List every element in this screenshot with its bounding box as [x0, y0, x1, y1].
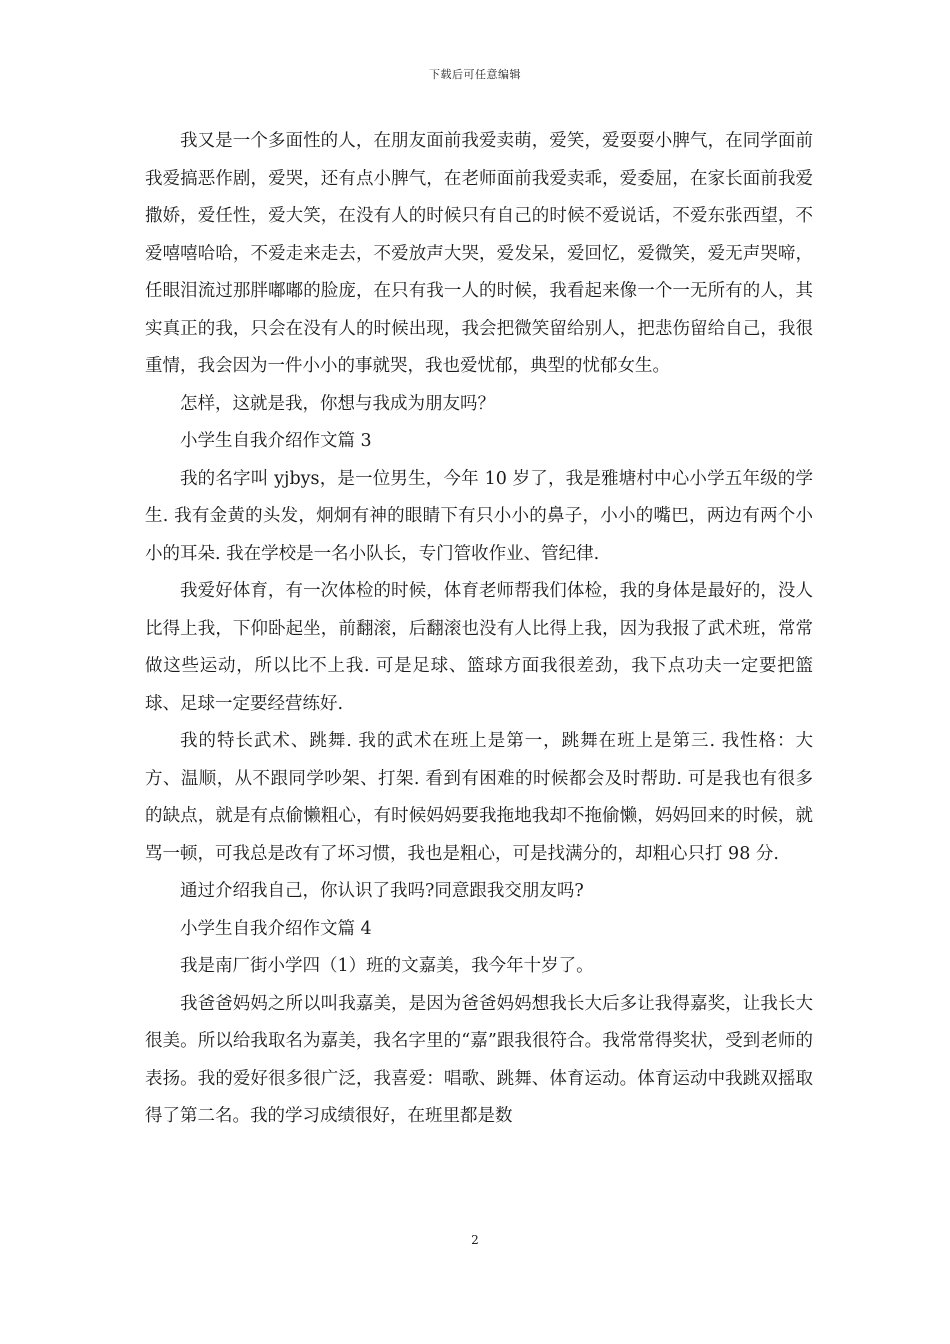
page-header: 下载后可任意编辑	[429, 68, 521, 81]
document-body	[145, 123, 813, 1136]
paragraph-name-meaning: 我爸爸妈妈之所以叫我嘉美，是因为爸爸妈妈想我长大后多让我得嘉奖，让我长大很美。所以给我取名为嘉美，我名字里的“嘉”跟我很符合。我常常得奖状，受到老师的表扬。我的爱好很多很广泛，我喜爱：唱歌、跳舞、体育运动。体育运动中我跳双摇取得了第二名。我的学习成绩很好，在班里都是数	[145, 993, 813, 1126]
paragraph-closing-question: 通过介绍我自己，你认识了我吗?同意跟我交朋友吗?	[180, 881, 584, 901]
section-title-essay-4: 小学生自我介绍作文篇 4	[180, 918, 372, 939]
paragraph-school-intro: 我是南厂街小学四（1）班的文嘉美，我今年十岁了。	[180, 956, 594, 976]
page-number: 2	[471, 1233, 479, 1247]
paragraph-friend-question: 怎样，这就是我，你想与我成为朋友吗？	[180, 393, 495, 414]
section-title-essay-3: 小学生自我介绍作文篇 3	[180, 431, 372, 451]
paragraph-name-intro: 我的名字叫 yjbys，是一位男生，今年 10 岁了，我是雅塘村中心小学五年级的学生. 我有金黄的头发，炯炯有神的眼睛下有只小小的鼻子，小小的嘴巴，两边有两个小小的耳朵. 我在学校是一名小队长，专门管收作业、管纪律.	[145, 468, 813, 564]
paragraph-multifaceted-personality: 我又是一个多面性的人，在朋友面前我爱卖萌，爱笑，爱耍耍小脾气，在同学面前我爱搞恶作剧，爱哭，还有点小脾气，在老师面前我爱卖乖，爱委屈，在家长面前我爱撒娇，爱任性，爱大笑，在没有人的时候只有自己的时候不爱说话，不爱东张西望，不爱嘻嘻哈哈，不爱走来走去，不爱放声大哭，爱发呆，爱回忆，爱微笑，爱无声哭啼，任眼泪流过那胖嘟嘟的脸庞，在只有我一人的时候，我看起来像一个一无所有的人，其实真正的我，只会在没有人的时候出现，我会把微笑留给别人，把悲伤留给自己，我很重情，我会因为一件小小的事就哭，我也爱忧郁，典型的忧郁女生。	[145, 131, 813, 376]
paragraph-sports-hobby: 我爱好体育，有一次体检的时候，体育老师帮我们体检，我的身体是最好的，没人比得上我，下仰卧起坐，前翻滚，后翻滚也没有人比得上我，因为我报了武术班，常常做这些运动，所以比不上我. 可是足球、篮球方面我很差劲，我下点功夫一定要把篮球、足球一定要经营练好.	[145, 581, 813, 714]
paragraph-strengths-weaknesses: 我的特长武术、跳舞. 我的武术在班上是第一，跳舞在班上是第三. 我性格：大方、温顺，从不跟同学吵架、打架. 看到有困难的时候都会及时帮助. 可是我也有很多的缺点，就是有点偷懒粗心，有时候妈妈要我拖地我却不拖偷懒，妈妈回来的时候，就骂一顿，可我总是改有了坏习惯，我也是粗心，可是找满分的，却粗心只打 98 分.	[145, 731, 813, 864]
